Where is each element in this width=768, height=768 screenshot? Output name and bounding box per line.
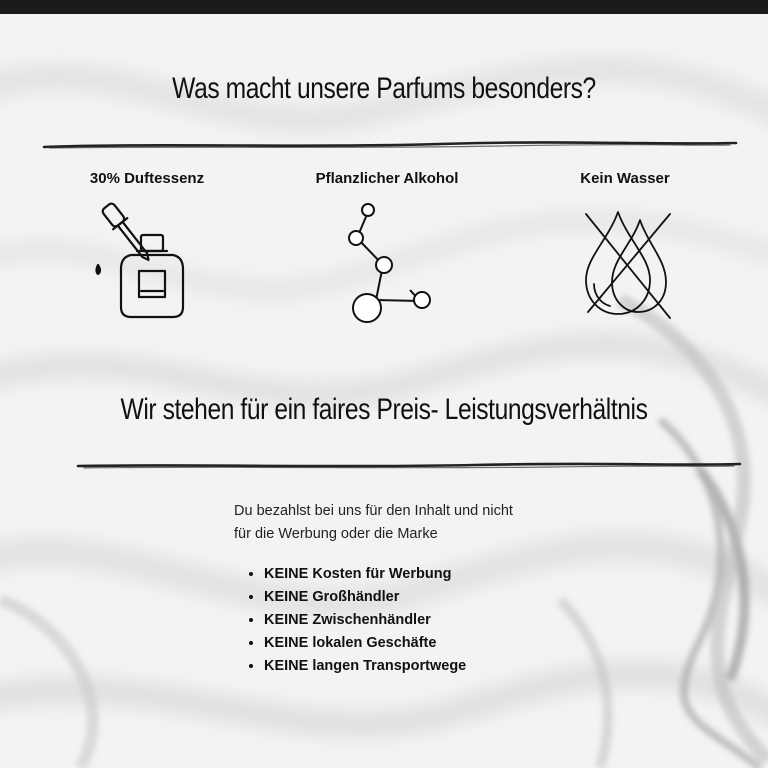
crossed-water-drop-icon	[578, 200, 678, 330]
brush-divider-top	[40, 136, 740, 156]
intro-text	[234, 500, 594, 546]
list-item: • KEINE Kosten für Werbung	[264, 563, 466, 586]
list-item: • KEINE Großhändler	[264, 586, 466, 609]
top-border-bar	[0, 0, 768, 14]
list-item: • KEINE Zwischenhändler	[264, 609, 466, 632]
feature-label-duftessenz: 30% Duftessenz	[89, 170, 205, 187]
feature-label-alkohol: Pflanzlicher Alkohol	[315, 170, 459, 187]
brush-divider-bottom	[74, 456, 744, 476]
intro-line-2: für die Werbung oder die Marke	[234, 526, 438, 542]
list-item: • KEINE langen Transportwege	[264, 655, 466, 678]
section-title-special: Was macht unsere Parfums besonders?	[172, 72, 596, 105]
benefit-list	[244, 563, 466, 678]
section-title-fair-price: Wir stehen für ein faires Preis- Leistungsverhältnis	[120, 393, 648, 426]
perfume-bottle-dropper-icon	[85, 195, 195, 325]
molecule-icon	[330, 198, 440, 328]
intro-line-1: Du bezahlst bei uns für den Inhalt und nicht	[234, 503, 513, 519]
list-item: • KEINE lokalen Geschäfte	[264, 632, 466, 655]
feature-label-kein-wasser: Kein Wasser	[580, 170, 670, 187]
